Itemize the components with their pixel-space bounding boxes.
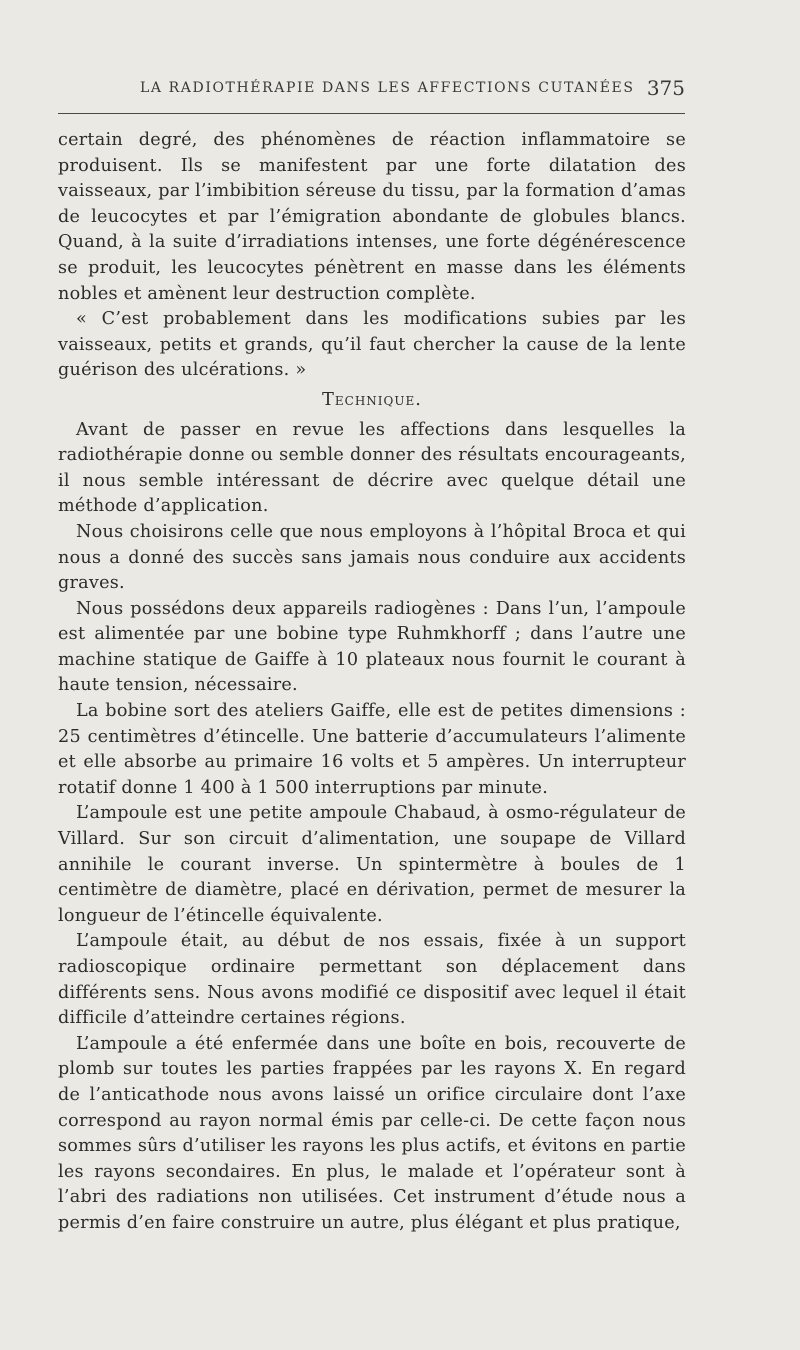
paragraph-3: Avant de passer en revue les affections dans lesquelles la radiothérapie donne ou semble donner des résultats encourageants, il nous semble intéressant de décrire avec quelque détail une méthode d’application. [58,419,686,517]
paragraph-9: L’ampoule a été enfermée dans une boîte en bois, recouverte de plomb sur toutes les parties frappées par les rayons X. En regard de l’anticathode nous avons laissé un orifice circulaire dont l’axe correspond au rayon normal émis par celle-ci. De cette façon nous sommes sûrs d’utiliser les rayons les plus actifs, et évitons en partie les rayons secondaires. En plus, le malade et l’opérateur sont à l’abri des radiations non utilisées. Cet instrument d’étude nous a permis d’en faire construire un autre, plus élégant et plus pratique, [58,1033,686,1233]
section-heading: Technique. [322,389,422,410]
paragraph-6: La bobine sort des ateliers Gaiffe, elle est de petites dimensions : 25 centimètres d’étincelle. Une batterie d’accumulateurs l’alimente et elle absorbe au primaire 16 volts et 5 ampères. Un interrupteur rotatif donne 1 400 à 1 500 interruptions par minute. [58,701,686,798]
paragraph-7: L’ampoule est une petite ampoule Chabaud, à osmo-régulateur de Villard. Sur son circuit d’alimentation, une soupape de Villard annihile le courant inverse. Un spintermètre à boules de 1 centimètre de diamètre, placé en dérivation, permet de mesurer la longueur de l’étincelle équivalente. [58,803,686,926]
page-header [140,76,685,102]
paragraph-5: Nous possédons deux appareils radiogènes : Dans l’un, l’ampoule est alimentée par une bobine type Ruhmkhorff ; dans l’autre une machine statique de Gaiffe à 10 plateaux nous fournit le courant à haute tension, nécessaire. [58,598,686,696]
body-text [58,128,686,1237]
paragraph-4: Nous choisirons celle que nous employons à l’hôpital Broca et qui nous a donné des succès sans jamais nous conduire aux accidents graves. [58,521,686,594]
paragraph-1: certain degré, des phénomènes de réaction inflammatoire se produisent. Ils se manifestent par une forte dilatation des vaisseaux, par l’imbibition séreuse du tissu, par la formation d’amas de leucocytes et par l’émigration abondante de globules blancs. Quand, à la suite d’irradiations intenses, une forte dégénérescence se produit, les leucocytes pénètrent en masse dans les éléments nobles et amènent leur destruction complète. [58,130,686,304]
paragraph-8: L’ampoule était, au début de nos essais, fixée à un support radioscopique ordinaire permettant son déplacement dans différents sens. Nous avons modifié ce dispositif avec lequel il était difficile d’atteindre certaines régions. [58,931,686,1029]
header-rule [58,113,685,114]
running-title: LA RADIOTHÉRAPIE DANS LES AFFECTIONS CUTANÉES [140,80,635,96]
paragraph-2-quote: « C’est probablement dans les modifications subies par les vaisseaux, petits et grands, qu’il faut chercher la cause de la lente guérison des ulcérations. » [58,309,686,381]
page-number: 375 [646,76,685,100]
